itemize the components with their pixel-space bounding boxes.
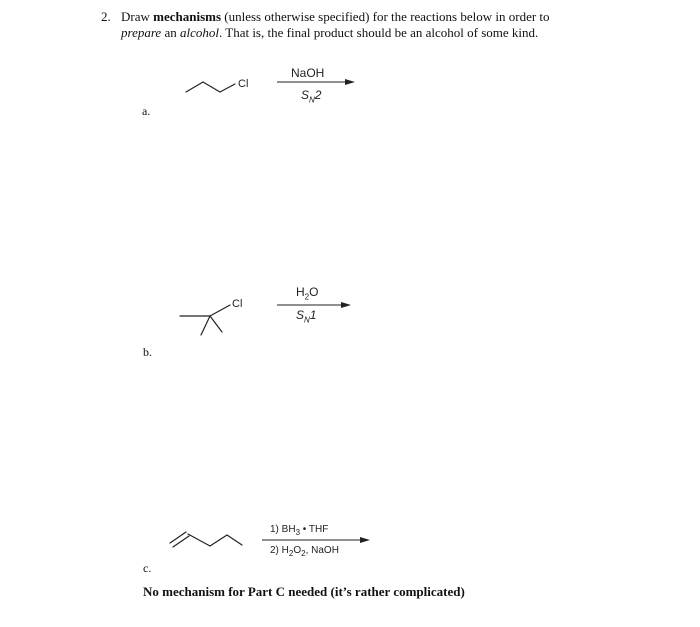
part-a-label: a. (142, 104, 151, 118)
molecule-a-cl-label: Cl (238, 78, 249, 90)
reagent-c-step1-post: • THF (300, 524, 329, 535)
reagent-c-step2-pre: 2) H (270, 545, 289, 556)
reagent-c-step2-mid: O (293, 545, 302, 556)
reagent-a-sn2-tail: 2 (314, 88, 322, 102)
question-bold-mechanisms: mechanisms (153, 9, 222, 24)
arrow-c (262, 537, 370, 543)
reagent-a-naoh: NaOH (291, 66, 325, 80)
reagent-b-water-main: H (296, 285, 305, 299)
reagent-b-water (296, 285, 318, 301)
molecule-b-cl-label: Cl (232, 298, 243, 310)
reagent-c-step2-sub1: 2 (288, 549, 294, 558)
question-italic-prepare: prepare (121, 25, 162, 40)
molecule-a (186, 82, 235, 92)
reagent-c-step2-post: , NaOH (305, 545, 339, 556)
part-b-label: b. (143, 345, 152, 359)
reagent-c-step2-sub2: 2 (301, 549, 306, 558)
reagent-a-sn2 (301, 88, 321, 104)
reagent-b-sn1 (296, 308, 316, 324)
part-c-note: No mechanism for Part C needed (it’s rather complicated) (143, 584, 465, 599)
question-text-post: (unless otherwise specified) for the reactions below in order to (221, 9, 550, 24)
molecule-b (180, 305, 230, 335)
reagent-b-sn1-tail: 1 (309, 308, 317, 322)
question-italic-alcohol: alcohol (179, 25, 219, 40)
reagent-a-sn2-sub: N (309, 95, 315, 105)
molecule-c (170, 532, 242, 547)
reagent-b-water-sub: 2 (304, 292, 310, 302)
reagent-c-step1-sub: 3 (295, 528, 301, 537)
reagent-c-step1-pre: 1) BH (270, 524, 296, 535)
reagent-a-sn2-main: S (301, 88, 310, 102)
part-c-label: c. (143, 561, 152, 575)
reagent-c-step1 (270, 524, 328, 537)
reagent-b-sn1-sub: N (304, 315, 310, 325)
question-text-mid: an (161, 25, 180, 40)
reagent-b-water-tail: O (309, 285, 319, 299)
reagent-b-sn1-main: S (296, 308, 305, 322)
question-text-pre: Draw (121, 9, 154, 24)
question-number: 2. (101, 9, 111, 24)
question-text-end: . That is, the final product should be an alcohol of some kind. (218, 25, 539, 40)
reagent-c-step2 (270, 545, 339, 558)
